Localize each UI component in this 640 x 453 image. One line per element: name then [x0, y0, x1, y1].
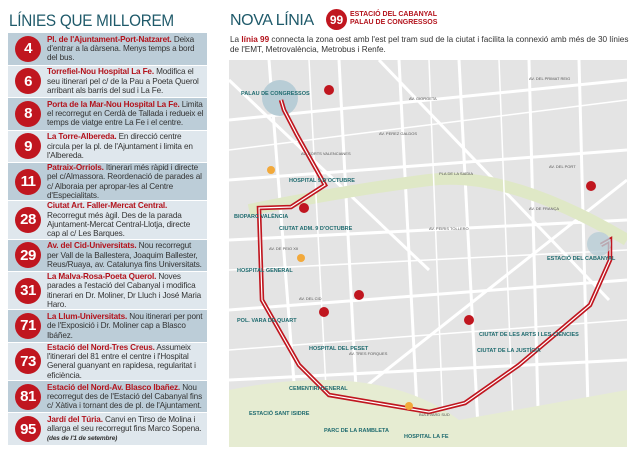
route-map[interactable]	[229, 60, 627, 447]
line-text: Noves parades a l'estació del Cabanyal i modifica itinerari en Dr. Moliner, Dr Lluch i José Maria Haro.	[47, 272, 202, 309]
map-place-label: CIUTAT DE LES ARTS I LES CIÈNCIES	[479, 332, 579, 338]
line-description	[47, 241, 204, 269]
line-item	[8, 310, 207, 343]
route-to: PALAU DE CONGRESSOS	[350, 18, 438, 26]
line-description	[47, 383, 204, 411]
line-text: Canvi en Tirso de Molina i allarga el seu recorregut fins Marco Sopena.	[47, 414, 202, 434]
right-title: NOVA LÍNIA	[230, 12, 314, 29]
line-name: La Malva-Rosa-Poeta Querol.	[47, 272, 157, 282]
map-place-label: HOSPITAL 9 D'OCTUBRE	[289, 178, 355, 184]
line-item	[8, 201, 207, 239]
line-description	[47, 415, 204, 444]
line-item	[8, 413, 207, 446]
metro-icon	[354, 290, 364, 300]
line-item	[8, 343, 207, 381]
line-description	[47, 272, 204, 309]
map-street-label: AV. GIORGETA	[409, 96, 437, 101]
line-item	[8, 240, 207, 273]
map-street-label: BULEVARD SUD	[419, 412, 450, 417]
line-name: Porta de la Mar-Nou Hospital La Fe.	[47, 99, 180, 109]
line-description	[47, 201, 204, 238]
map-street-label: AV. DEL PORT	[549, 164, 576, 169]
line-number-badge: 71	[15, 313, 41, 339]
line-text: Nou recorregut per Vall de la Ballestera, Joaquim Ballester, Reus/Ruaya, av. Catalunya fins Universitats.	[47, 241, 202, 269]
line-name: Estació del Nord-Tres Creus.	[47, 342, 155, 352]
left-title: LÍNIES QUE MILLOREM	[9, 11, 174, 30]
line-99-route	[350, 11, 437, 26]
line-name: Torrefiel-Nou Hospital La Fe.	[47, 67, 154, 77]
line-description	[47, 132, 204, 160]
map-place-label: HOSPITAL LA FE	[404, 434, 449, 440]
map-street-label: AV. DEL CID	[299, 296, 322, 301]
line-text: Nou recorregut des de l'Estació del Cabanyal fins c/ Xàtiva i tornant des de pl. de l'Ajuntament.	[47, 382, 203, 411]
line-text: En direcció centre circula per la pl. de l'Ajuntament i limita en l'Albereda.	[47, 132, 193, 160]
metro-icon	[324, 85, 334, 95]
line-name: Pl. de l'Ajuntament-Port-Natzaret.	[47, 34, 172, 44]
line-description	[47, 163, 204, 200]
line-item	[8, 98, 207, 131]
map-place-label: ESTACIÓ SANT ISIDRE	[249, 411, 310, 417]
metrobus-icon	[267, 166, 275, 174]
metro-icon	[299, 203, 309, 213]
desc-text: La	[230, 35, 242, 44]
line-text: Nou itinerari per pont de l'Exposició i Dr. Moliner cap a Blasco Ibáñez.	[47, 312, 203, 340]
map-place-label: CIUTAT DE LA JUSTÍCIA	[477, 348, 541, 354]
map-place-label: PARC DE LA RAMBLETA	[324, 428, 389, 434]
line-99-badge: 99	[326, 9, 347, 30]
line-description	[47, 67, 204, 95]
line-item	[8, 33, 207, 66]
map-place-label: PALAU DE CONGRESSOS	[241, 91, 310, 97]
line-description	[47, 343, 204, 380]
line-number-badge: 28	[15, 207, 41, 233]
line-number-badge: 95	[15, 416, 41, 442]
map-place-label: CEMENTIRI GENERAL	[289, 386, 348, 392]
map-place-label: HOSPITAL GENERAL	[237, 268, 293, 274]
line-text: Deixa d'entrar a la dàrsena. Menys temps a bord del bus.	[47, 34, 195, 63]
line-number-badge: 9	[15, 133, 41, 159]
line-note: (des de l'1 de setembre)	[47, 435, 118, 443]
line-item	[8, 272, 207, 310]
map-canvas	[229, 60, 627, 447]
map-street-label: AV. PEREZ GALDOS	[379, 131, 418, 136]
line-description	[47, 35, 204, 63]
line-description	[47, 100, 204, 128]
line-item	[8, 381, 207, 414]
line-text: Itinerari més ràpid i directe pel c/Almassora. Reordenació de parades al c/ Alboraia per apropar-les al Centre d'Especialitats.	[47, 163, 202, 201]
line-number-badge: 4	[15, 36, 41, 62]
line-number-badge: 8	[15, 101, 41, 127]
line-name: Patraix-Orriols.	[47, 163, 104, 173]
line-number-badge: 73	[15, 348, 41, 374]
line-name: Av. del Cid-Universitats.	[47, 241, 137, 251]
metro-icon	[319, 307, 329, 317]
line-number-badge: 81	[15, 384, 41, 410]
line-text: Recorregut més àgil. Des de la parada Ajuntament-Mercat Central-Llotja, directe cap al c/ Les Barques.	[47, 210, 191, 239]
metrobus-icon	[405, 402, 413, 410]
map-street-label: AV. TRES FORQUES	[349, 351, 388, 356]
map-street-label: AV. PEIRIS TOLLERO	[429, 226, 469, 231]
metro-icon	[464, 315, 474, 325]
line-description	[47, 312, 204, 340]
line-item	[8, 66, 207, 99]
desc-line: línia 99	[241, 35, 270, 44]
line-number-badge: 29	[15, 242, 41, 268]
line-text: Assumeix l'itinerari del 81 entre el centre i l'Hospital General guanyant en rapidesa, regularitat i eficiència.	[47, 342, 196, 380]
line-name: Estació del Nord-Av. Blasco Ibañez.	[47, 382, 181, 392]
desc-text: connecta la zona oest amb l'est pel tram sud de la ciutat i facilita la connexió amb més de 30 línies de l'EMT, Metrovalència, Metrobus i Renfe.	[230, 35, 629, 54]
metrobus-icon	[297, 254, 305, 262]
map-place-label: POL. VARA DE QUART	[237, 318, 297, 324]
line-99-description	[230, 35, 630, 55]
map-place-label: BIOPARC VALÈNCIA	[234, 214, 289, 220]
line-name: La Llum-Universitats.	[47, 312, 128, 322]
metro-icon	[586, 181, 596, 191]
line-item	[8, 163, 207, 201]
map-place-label: CIUTAT ADM. 9 D'OCTUBRE	[279, 226, 353, 232]
line-number-badge: 11	[15, 169, 41, 195]
map-street-label: AV. DE PEIO XII	[269, 246, 299, 251]
line-text: Modifica el seu itinerari pel c/ de la Pau a Poeta Querol arribant als barris del sud i La Fe.	[47, 67, 199, 95]
map-street-label: AV. CORTS VALENCIANES	[301, 151, 351, 156]
line-name: Jardí del Túria.	[47, 414, 103, 424]
map-place-label: HOSPITAL DEL PESET	[309, 346, 369, 352]
line-item	[8, 131, 207, 164]
line-number-badge: 6	[15, 68, 41, 94]
map-street-label: PLA DE LA SAÏDIA	[439, 171, 474, 176]
map-street-label: AV. DE FRANÇA	[529, 206, 560, 211]
map-street-label: AV. DEL PRIMAT REIG	[529, 76, 571, 81]
line-name: Ciutat Art. Faller-Mercat Central.	[47, 201, 168, 211]
improved-lines-list	[8, 33, 207, 446]
line-text: Limita el recorregut en Cerdà de Tallada i redueix el temps de viatge entre La Fe i el centre.	[47, 99, 204, 128]
map-place-label: ESTACIÓ DEL CABANYAL	[547, 256, 616, 262]
line-number-badge: 31	[15, 278, 41, 304]
line-name: La Torre-Albereda.	[47, 132, 117, 142]
route-from: ESTACIÓ DEL CABANYAL	[350, 11, 437, 18]
